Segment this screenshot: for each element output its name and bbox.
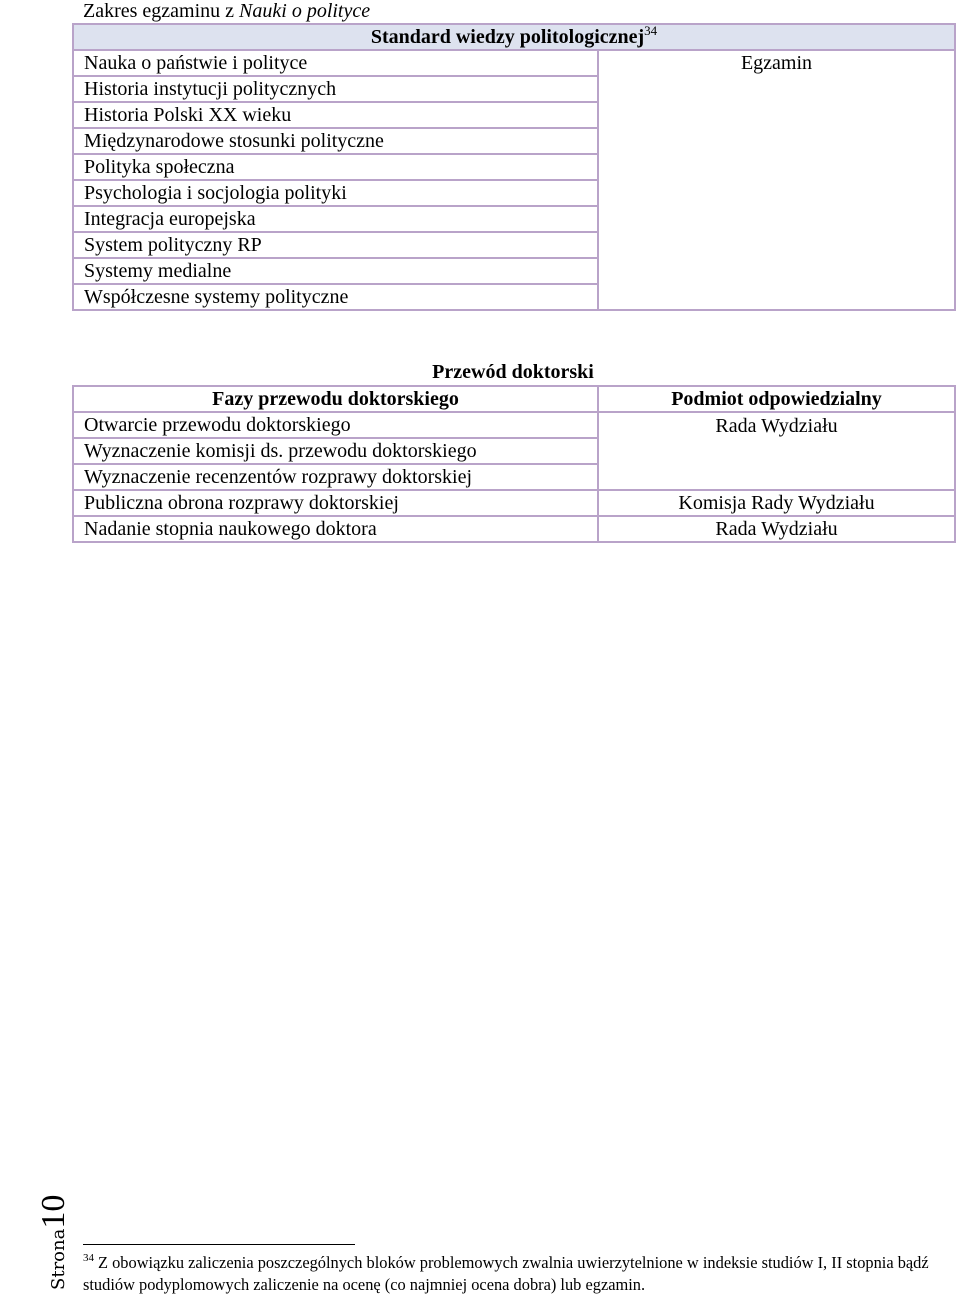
doctoral-header-row [73, 386, 955, 412]
doctoral-table [72, 385, 956, 543]
phases-header: Fazy przewodu doktorskiego [73, 386, 598, 412]
phase-cell: Otwarcie przewodu doktorskiego [73, 412, 598, 438]
footnote [83, 1252, 953, 1296]
subject-cell: Międzynarodowe stosunki polityczne [73, 128, 598, 154]
page-number-label [0, 1180, 72, 1290]
entity-header: Podmiot odpowiedzialny [598, 386, 955, 412]
exam-scope-subject: Nauki o polityce [239, 0, 371, 22]
table-row [73, 50, 955, 76]
phase-cell: Wyznaczenie komisji ds. przewodu doktorskiego [73, 438, 598, 464]
standard-header-row [73, 24, 955, 50]
table-row [73, 516, 955, 542]
standard-header-text: Standard wiedzy politologicznej [370, 26, 645, 48]
phase-cell: Nadanie stopnia naukowego doktora [73, 516, 598, 542]
exam-scope-prefix: Zakres egzaminu z [83, 0, 240, 22]
phase-cell: Publiczna obrona rozprawy doktorskiej [73, 490, 598, 516]
standard-table [72, 23, 956, 311]
subject-cell: Nauka o państwie i polityce [73, 50, 598, 76]
exam-cell: Egzamin [598, 50, 955, 310]
footnote-ref: 34 [644, 24, 658, 38]
doctoral-title: Przewód doktorski [432, 361, 594, 383]
subject-cell: Polityka społeczna [73, 154, 598, 180]
entity-cell [598, 438, 955, 464]
subject-cell: Systemy medialne [73, 258, 598, 284]
subject-cell: Historia Polski XX wieku [73, 102, 598, 128]
table-row [73, 490, 955, 516]
page-number: 10 [35, 1194, 72, 1229]
subject-cell: Współczesne systemy polityczne [73, 284, 598, 310]
footnote-number: 34 [83, 1252, 94, 1264]
page-word: Strona [48, 1228, 69, 1290]
table-row [73, 438, 955, 464]
table-row [73, 464, 955, 490]
entity-cell: Komisja Rady Wydziału [598, 490, 955, 516]
subject-cell: Psychologia i socjologia polityki [73, 180, 598, 206]
entity-cell: Rada Wydziału [598, 516, 955, 542]
exam-scope-heading [83, 0, 370, 22]
entity-cell: Rada Wydziału [598, 412, 955, 438]
standard-header [73, 24, 955, 50]
page-number-text [36, 1195, 78, 1290]
table-row [73, 412, 955, 438]
subject-cell: Historia instytucji politycznych [73, 76, 598, 102]
entity-cell [598, 464, 955, 490]
phase-cell: Wyznaczenie recenzentów rozprawy doktorskiej [73, 464, 598, 490]
footnote-text: Z obowiązku zaliczenia poszczególnych bloków problemowych zwalnia uwierzytelnione w indeksie studiów I, II stopnia bądź studiów podyplomowych zaliczenie na ocenę (co najmniej ocena dobra) lub egzamin. [83, 1253, 929, 1294]
footnote-separator [83, 1244, 355, 1245]
subject-cell: System polityczny RP [73, 232, 598, 258]
subject-cell: Integracja europejska [73, 206, 598, 232]
